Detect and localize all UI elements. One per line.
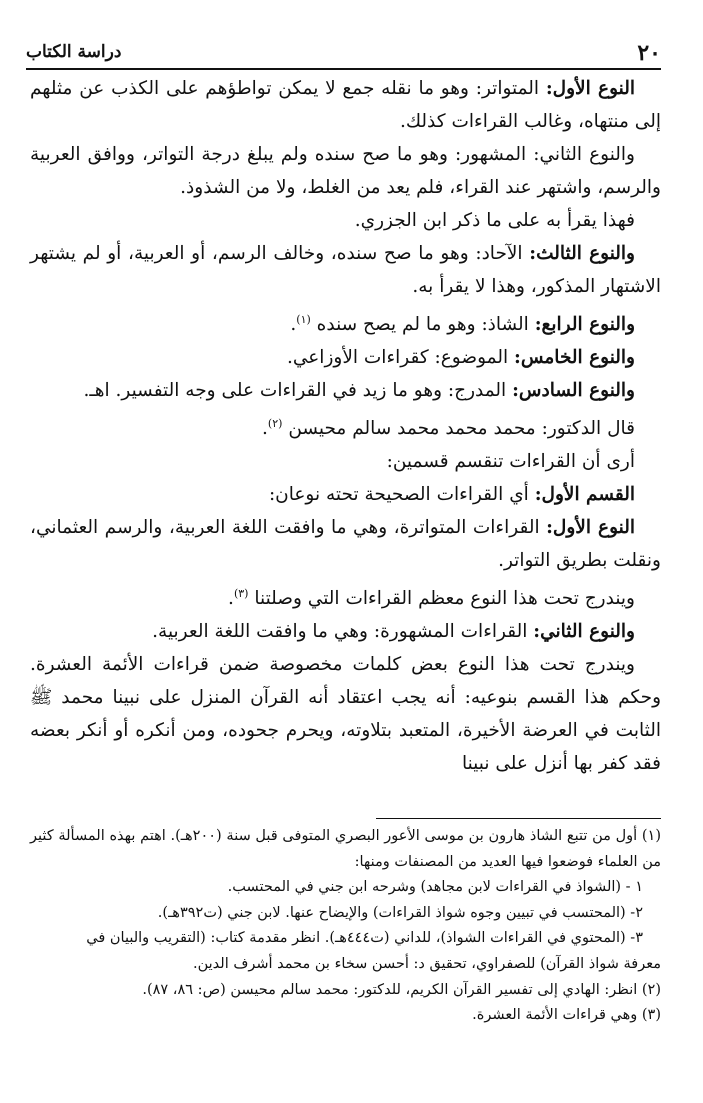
paragraph-end: . <box>290 314 297 336</box>
paragraph-label: والنوع الثالث: <box>529 243 635 264</box>
paragraph-label: والنوع الخامس: <box>513 347 635 369</box>
paragraph-text: الموضوع: كقراءات الأوزاعي. <box>286 347 514 369</box>
page-header <box>26 42 661 70</box>
paragraph-doctor-quote <box>30 407 661 445</box>
paragraph-label: النوع الأول: <box>545 78 635 99</box>
footnote-1: (١) أول من تتبع الشاذ هارون بن موسى الأعور البصري المتوفى قبل سنة (٢٠٠هـ). اهتم بهذه المسألة كثير من العلماء فوضعوا فيها العديد من المصنفات ومنها: <box>30 828 661 870</box>
paragraph-mutawatir <box>30 511 661 577</box>
paragraph-label: والنوع الرابع: <box>534 314 635 336</box>
paragraph-text: أرى أن القراءات تنقسم قسمين: <box>386 451 635 473</box>
paragraph-text: المدرج: وهو ما زيد في القراءات على وجه التفسير. اهـ. <box>83 380 513 402</box>
paragraph-text: قال الدكتور: محمد محمد محمد سالم محيسن <box>288 418 635 440</box>
footnote-2: (٢) انظر: الهادي إلى تفسير القرآن الكريم، للدكتور: محمد سالم محيسن (ص: ٨٦، ٨٧). <box>142 981 661 998</box>
paragraph-type-3 <box>30 237 661 303</box>
paragraph-mashhur <box>30 615 661 648</box>
paragraph-type-5 <box>30 341 661 374</box>
paragraph-text: القراءات المتواترة، وهي ما وافقت اللغة العربية، والرسم العثماني، ونقلت بطريق التواتر. <box>30 517 661 572</box>
footnotes <box>30 824 661 1029</box>
footnote-ref-1[interactable]: (١) <box>296 313 311 326</box>
paragraph-ibn-jazari <box>30 204 661 237</box>
paragraph-label: النوع الأول: <box>546 517 635 539</box>
paragraph-type-4 <box>30 303 661 341</box>
footnote-ref-2[interactable]: (٢) <box>267 417 283 431</box>
paragraph-type-1 <box>30 72 661 138</box>
footnote-ref-3[interactable]: (٣) <box>233 587 249 601</box>
paragraph-end: . <box>228 588 234 610</box>
paragraph-label: والنوع السادس: <box>512 380 635 402</box>
paragraph-text: القراءات المشهورة: وهي ما وافقت اللغة العربية. <box>152 621 534 643</box>
main-text <box>30 72 661 780</box>
paragraph-text: ويندرج تحت هذا النوع معظم القراءات التي وصلتنا <box>254 588 635 610</box>
paragraph-included <box>30 577 661 615</box>
paragraph-text: ويندرج تحت هذا النوع بعض كلمات مخصوصة ضمن قراءات الأئمة العشرة. وحكم هذا القسم بنوعيه: أنه يجب اعتقاد أنه القرآن المنزل على نبينا محمد ﷺ الثابت في العرضة الأخيرة، المتعبد بتلاوته، ويحرم جحوده، ومن أنكره أو أنكر بعضه فقد كفر بها أنزل على نبينا <box>30 654 661 775</box>
paragraph-ruling <box>30 648 661 780</box>
paragraph-end: . <box>262 418 268 440</box>
paragraph-type-2 <box>30 138 661 204</box>
paragraph-text: أي القراءات الصحيحة تحته نوعان: <box>268 484 535 506</box>
paragraph-text: والنوع الثاني: المشهور: وهو ما صح سنده ولم يبلغ درجة التواتر، ووافق العربية والرسم، واشتهر عند القراء، فلم يعد من الغلط، ولا من الشذوذ. <box>30 144 661 198</box>
running-title: دراسة الكتاب <box>26 42 122 62</box>
paragraph-text: الشاذ: وهو ما لم يصح سنده <box>316 314 535 336</box>
footnote-1-item-3-continued: معرفة شواذ القرآن) للصفراوي، تحقيق د: أحسن سخاء بن محمد أشرف الدين. <box>193 955 661 972</box>
footnote-1-item-2: ٢- (المحتسب في تبيين وجوه شواذ القراءات) والإيضاح عنها. لابن جني (ت٣٩٢هـ). <box>157 904 643 921</box>
footnote-1-item-1: ١ - (الشواذ في القراءات لابن مجاهد) وشرحه ابن جني في المحتسب. <box>227 879 643 896</box>
paragraph-label: والنوع الثاني: <box>533 621 635 643</box>
paragraph-division <box>30 445 661 478</box>
page-number: ٢٠ <box>637 40 661 66</box>
paragraph-text: فهذا يقرأ به على ما ذكر ابن الجزري. <box>354 210 635 231</box>
paragraph-label: القسم الأول: <box>534 484 635 506</box>
footnote-1-item-3: ٣- (المحتوي في القراءات الشواذ)، للداني (ت٤٤٤هـ). انظر مقدمة كتاب: (التقريب والبيان في <box>86 930 643 947</box>
footnote-separator <box>376 818 661 819</box>
footnote-3: (٣) وهي قراءات الأئمة العشرة. <box>472 1007 661 1024</box>
paragraph-text: الآحاد: وهو ما صح سنده، وخالف الرسم، أو العربية، أو لم يشتهر الاشتهار المذكور، وهذا لا يقرأ به. <box>30 243 661 297</box>
paragraph-type-6 <box>30 374 661 407</box>
paragraph-text: المتواتر: وهو ما نقله جمع لا يمكن تواطؤهم على الكذب عن مثلهم إلى منتهاه، وغالب القراءات كذلك. <box>30 78 661 132</box>
paragraph-section-1 <box>30 478 661 511</box>
